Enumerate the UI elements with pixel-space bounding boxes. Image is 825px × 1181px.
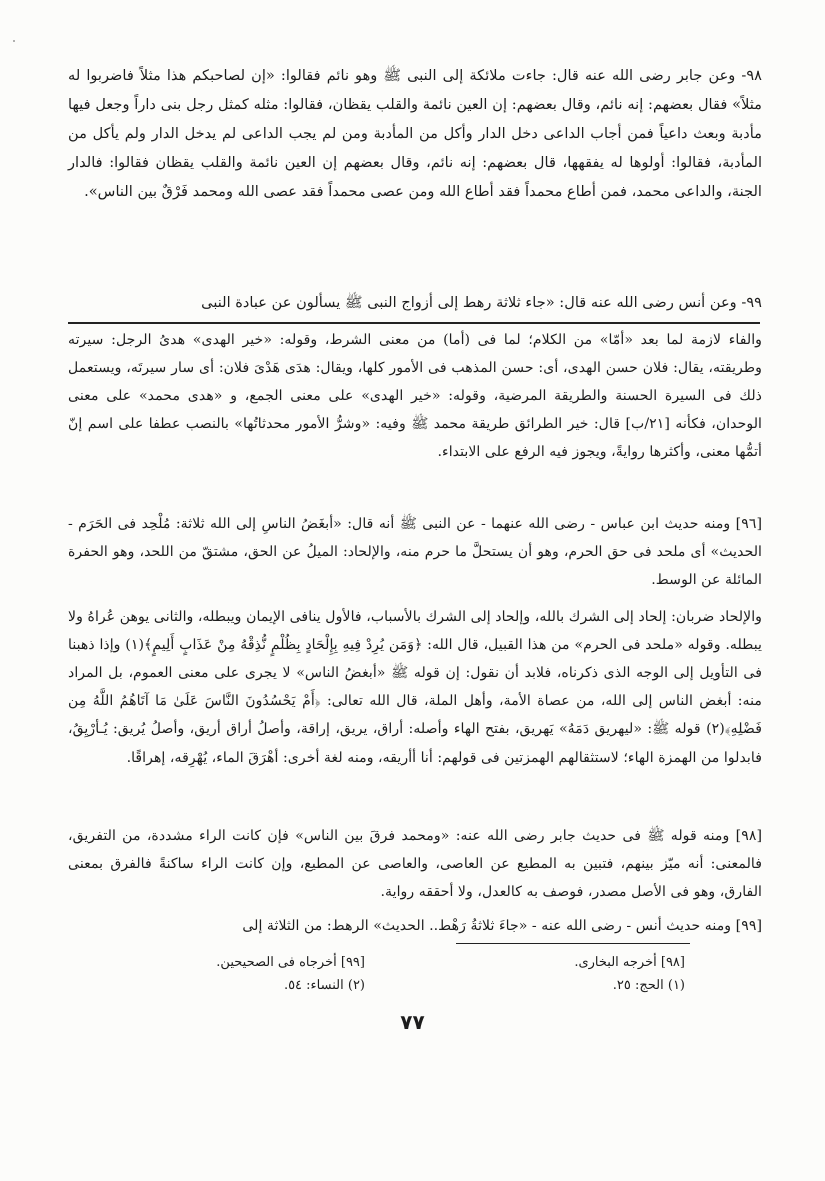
hadith-98: ٩٨- وعن جابر رضى الله عنه قال: جاءت ملائكة إلى النبى ﷺ وهو نائم فقالوا: «إن لصاحبكم هذا مثلاً فاضربوا له مثلاً» فقال بعضهم: إنه نائم، وقال بعضهم: إن العين نائمة والقلب يقظان، فقالوا: مثله كمثل رجل بنى داراً وجعل فيها مأدبة وبعث داعياً فمن أجاب الداعى دخل الدار وأكل من المأدبة ومن لم يجب الداعى لم يدخل الدار ولم يأكل من المأدبة، فقالوا: أولوها له يفقهها، قال بعضهم: إنه نائم، وقال بعضهم إن العين نائمة والقلب يقظان فقالوا: فالدار الجنة، والداعى محمد، فمن أطاع محمداً فقد أطاع الله ومن عصى محمداً فقد عصى الله ومحمد فَرْقٌ بين الناس». [68,67,762,200]
hadith-99: ٩٩- وعن أنس رضى الله عنه قال: «جاء ثلاثة رهط إلى أزواج النبى ﷺ يسألون عن عبادة النبى [201,294,762,311]
commentary-paragraph: [٩٩] ومنه حديث أنس - رضى الله عنه - «جاءَ ثلاثةُ رَهْط.. الحديث» الرهط: من الثلاثة إلى [242,918,762,934]
commentary-paragraph: [٩٨] ومنه قوله ﷺ فى حديث جابر رضى الله عنه: «ومحمد فرقَ بين الناس» فإن كانت الراء مشددة، من التفريق، فالمعنى: أنه ميّز بينهم، فتبين به المطيع عن العاصى، والعاصى عن المطيع، وإن كانت الراء ساكنةً فالفرق بمعنى الفارق، وهو فى الأصل مصدر، فوصف به كالعدل، ولا أحققه رواية. [68,828,762,901]
page-number: ٧٧ [400,1010,425,1034]
scan-speck [13,40,15,42]
footnote-divider [456,943,690,944]
commentary-paragraph: والإلحاد ضربان: إلحاد إلى الشرك بالله، وإلحاد إلى الشرك بالأسباب، فالأول ينافى الإيمان ويبطله، والثانى يوهن عُراهُ ولا يبطله. وقوله «ملحد فى الحرم» من هذا القبيل، قال الله: ﴿وَمَن يُرِدْ فِيهِ بِإِلْحَادٍ بِظُلْمٍ نُّذِقْهُ مِنْ عَذَابٍ أَلِيمٍ﴾(١) وإذا ذهبنا فى التأويل إلى الوجه الذى ذكرناه، فلابد أن نقول: إن قوله ﷺ «أبغضُ الناس» لا يجرى على معنى العموم، بل المراد منه: أبغض الناس إلى الله، من عصاة الأمة، وأهل الملة، قال الله تعالى: ﴿أَمْ يَحْسُدُونَ النَّاسَ عَلَىٰ مَا آتَاهُمُ اللَّهُ مِن فَضْلِهِ﴾(٢) قوله ﷺ: «ليهريق دَمَهُ» يَهريق، بفتح الهاء وأصله: أراق، يريق، إراقة، وأصلُ أراق أريق، وأصلُ يُريق: يُـأرْيِقُ، فابدلوا من الهمزة الهاء؛ لاستثقالهم الهمزتين فى قولهم: أنا أأريقه، ومنه لغة أخرى: أهْرَقَ الماء، يُهْرِقه، إهراقًا. [68,609,763,766]
footnote-1: (١) الحج: ٢٥. [612,978,685,993]
footnote-99: [٩٩] أخرجاه فى الصحيحين. [216,955,365,970]
text-divider [68,322,760,324]
commentary-paragraph: والفاء لازمة لما بعد «أمّا» من الكلام؛ لما فى (أما) من معنى الشرط، وقوله: «خير الهدى» هدىُ الرجل: سيرته وطريقته، يقال: فلان حسن الهدى، أى: حسن المذهب فى الأمور كلها، ويقال: هدَى هَدْىَ فلان: أى سار سيرتَه، ويستعمل ذلك فى السيرة الحسنة والطريقة المرضية، وقوله: «خير الهدى» على معنى الجمع، و «هدى محمد» على معنى الوحدان، فكأنه [٢١/ب] قال: خير الطرائق طريقة محمد ﷺ وفيه: «وشرُّ الأمور محدثاتُها» بالنصب عطفا على اسم إنّ أتمُّها معنى، وأكثرها روايةً، ويجوز فيه الرفع على الابتداء. [68,332,762,461]
commentary-paragraph: [٩٦] ومنه حديث ابن عباس - رضى الله عنهما - عن النبى ﷺ أنه قال: «أبغَضُ الناسِ إلى الله ثلاثة: مُلْحِد فى الحَرَم - الحديث» أى ملحد فى حق الحرم، وهو أن يستحلَّ ما حرم منه، والإلحاد: الميلُ عن الحق، مشتقّ من اللحد، وهو الحفرة المائلة عن الوسط. [68,516,762,589]
footnote-98: [٩٨] أخرجه البخارى. [574,955,685,970]
footnote-2: (٢) النساء: ٥٤. [283,978,365,993]
